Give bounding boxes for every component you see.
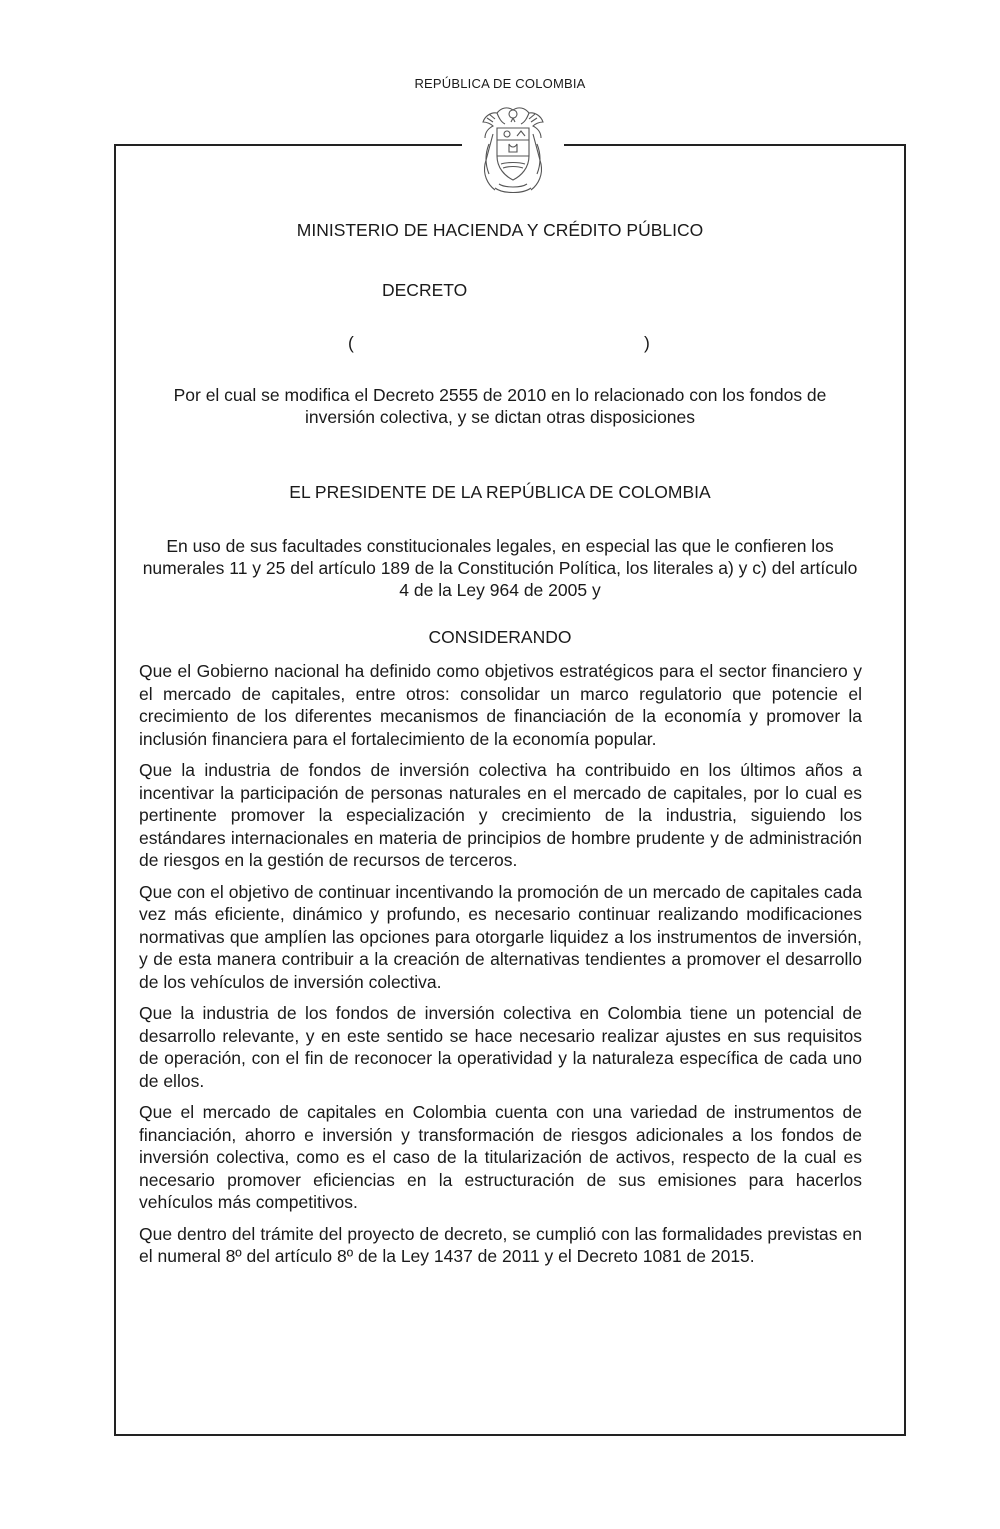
document-type: DECRETO	[382, 280, 468, 300]
considerando-paragraph: Que con el objetivo de continuar incentivando la promoción de un mercado de capitales cada vez más eficiente, dinámico y profundo, es necesario continuar realizando modificaciones normativas que amplíen las opciones para otorgarle liquidez a los instrumentos de inversión, y de esta manera contribuir a la creación de alternativas tendientes a promover el desarrollo de los vehículos de inversión colectiva.	[139, 881, 862, 992]
seal-container	[462, 104, 564, 200]
considerando-heading: CONSIDERANDO	[428, 627, 572, 647]
legal-powers: En uso de sus facultades constitucionales legales, en especial las que le confieren los numerales 11 y 25 del artículo 189 de la Constitución Política, los literales a) y c) del artículo 4 de la Ley 964 de 2005 y	[142, 536, 858, 600]
ministry-name: MINISTERIO DE HACIENDA Y CRÉDITO PÚBLICO	[296, 220, 704, 240]
decree-subject: Por el cual se modifica el Decreto 2555 de 2010 en lo relacionado con los fondos de inversión colectiva, y se dictan otras disposiciones	[173, 385, 827, 427]
considerandos-section	[139, 660, 862, 1277]
decree-number-open-paren: (	[348, 333, 354, 353]
considerando-paragraph: Que la industria de fondos de inversión colectiva ha contribuido en los últimos años a incentivar la participación de personas naturales en el mercado de capitales, por lo cual es pertinente promover la especialización y crecimiento de la industria, siguiendo los estándares internacionales en materia de principios de hombre prudente y de administración de riesgos en la gestión de recursos de terceros.	[139, 760, 862, 870]
country-header: REPÚBLICA DE COLOMBIA	[414, 76, 586, 91]
considerando-paragraph: Que dentro del trámite del proyecto de decreto, se cumplió con las formalidades previstas en el numeral 8º del artículo 8º de la Ley 1437 de 2011 y el Decreto 1081 de 2015.	[139, 1223, 862, 1266]
decree-number-close-paren: )	[644, 333, 650, 353]
issuing-authority: EL PRESIDENTE DE LA REPÚBLICA DE COLOMBIA	[289, 482, 711, 502]
considerando-paragraph: Que el Gobierno nacional ha definido como objetivos estratégicos para el sector financiero y el mercado de capitales, entre otros: consolidar un marco regulatorio que potencie el crecimiento de los diferentes mecanismos de financiación de la economía y promover la inclusión financiera para el fortalecimiento de la economía popular.	[139, 661, 862, 749]
considerando-paragraph: Que el mercado de capitales en Colombia cuenta con una variedad de instrumentos de financiación, ahorro e inversión y transformación de riesgos adicionales a los fondos de inversión colectiva, como es el caso de la titularización de activos, respecto de la cual es necesario promover eficiencias en la estructuración de sus emisiones para hacerlos vehículos más competitivos.	[139, 1102, 862, 1212]
coat-of-arms-icon	[467, 104, 559, 198]
considerando-paragraph: Que la industria de los fondos de inversión colectiva en Colombia tiene un potencial de desarrollo relevante, y en este sentido se hace necesario realizar ajustes en sus requisitos de operación, con el fin de reconocer la operatividad y la naturaleza específica de cada uno de ellos.	[139, 1003, 862, 1091]
